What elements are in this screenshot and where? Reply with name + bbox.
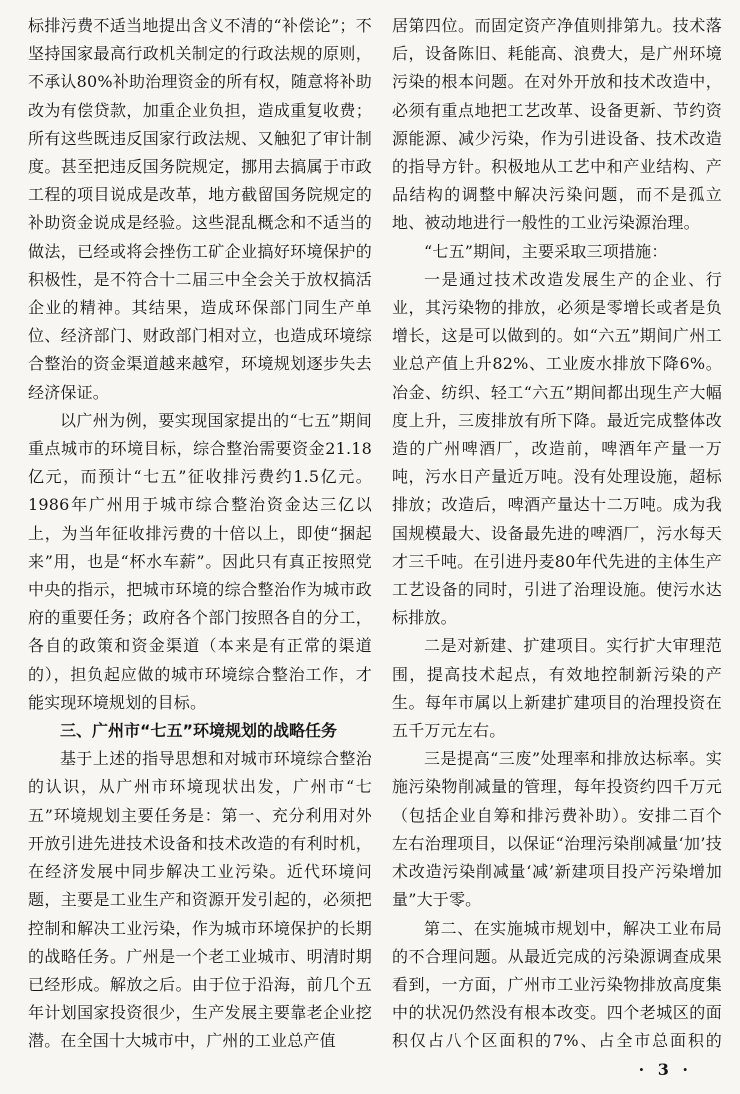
paragraph: 二是对新建、扩建项目。实行扩大审理范围，提高技术起点，有效地控制新污染的产生。每年市属以上新建扩建项目的治理投资在五千万元左右。: [392, 636, 722, 741]
right-column: [392, 12, 722, 1057]
left-column: [28, 12, 372, 1057]
paragraph: 一是通过技术改造发展生产的企业、行业，其污染物的排放，必须是零增长或者是负增长，这是可以做到的。如“六五”期间广州工业总产值上升82%、工业废水排放下降6%。冶金、纺织、轻工“六五”期间都出现生产大幅度上升，三废排放有所下降。最近完成整体改造的广州啤酒厂，改造前，啤酒年产量一万吨，污水日产量近万吨。没有处理设施，超标排放；改造后，啤酒产量达十二万吨。成为我国规模最大、设备最先进的啤酒厂，污水每天才三千吨。在引进丹麦80年代先进的主体生产工艺设备的同时，引进了治理设施。使污水达标排放。: [392, 269, 722, 628]
page-number: · 3 ·: [638, 1060, 692, 1079]
paragraph: 三是提高“三废”处理率和排放达标率。实施污染物削减量的管理，每年投资约四千万元（包括企业自筹和排污费补助）。安排二百个左右治理项目，以保证“治理污染削减量‘加’技术改造污染削减量‘减’新建项目投产污染增加量”大于零。: [392, 749, 722, 910]
paragraph: 基于上述的指导思想和对城市环境综合整治的认识，从广州市环境现状出发，广州市“七五”环境规划主要任务是：第一、充分利用对外开放引进先进技术设备和技术改造的有利时机，在经济发展中同步解决工业污染。近代环境问题，主要是工业生产和资源开发引起的，必须把控制和解决工业污染，作为城市环境保护的长期的战略任务。广州是一个老工业城市、明清时期已经形成。解放之后。由于位于沿海，前几个五年计划国家投资很少，生产发展主要靠老企业挖潜。在全国十大城市中，广州的工业总产值: [28, 749, 372, 1051]
section-heading: 三、广州市“七五”环境规划的战略任务: [60, 721, 338, 741]
paragraph: 标排污费不适当地提出含义不清的“补偿论”；不坚持国家最高行政机关制定的行政法规的原则，不承认80%补助治理资金的所有权，随意将补助改为有偿贷款，加重企业负担，造成重复收费；所有这些既违反国家行政法规、又触犯了审计制度。甚至把违反国务院规定，挪用去搞属于市政工程的项目说成是改革，地方截留国务院规定的补助资金说成是经验。这些混乱概念和不适当的做法，已经或将会挫伤工矿企业搞好环境保护的积极性，是不符合十二届三中全会关于放权搞活企业的精神。其结果，造成环保部门同生产单位、经济部门、财政部门相对立，也造成环境综合整治的资金渠道越来越窄，环境规划逐步失去经济保证。: [28, 16, 372, 402]
paragraph: 居第四位。而固定资产净值则排第九。技术落后，设备陈旧、耗能高、浪费大，是广州环境污染的根本问题。在对外开放和技术改造中，必须有重点地把工艺改革、设备更新、节约资源能源、减少污染，作为引进设备、技术改造的指导方针。积极地从工艺中和产业结构、产品结构的调整中解决污染问题，而不是孤立地、被动地进行一般性的工业污染源治理。: [392, 16, 722, 233]
paragraph: 以广州为例，要实现国家提出的“七五”期间重点城市的环境目标，综合整治需要资金21.18亿元，而预计“七五”征收排污费约1.5亿元。1986年广州用于城市综合整治资金达三亿以上，为当年征收排污费的十倍以上，即使“捆起来”用，也是“杯水车薪”。因此只有真正按照党中央的指示，把城市环境的综合整治作为城市政府的重要任务；政府各个部门按照各自的分工，各自的政策和资金渠道（本来是有正常的渠道的），担负起应做的城市环境综合整治工作，才能实现环境规划的目标。: [28, 410, 372, 712]
paragraph: “七五”期间，主要采取三项措施：: [424, 241, 668, 261]
paragraph: 第二、在实施城市规划中，解决工业布局的不合理问题。从最近完成的污染源调查成果看到，一方面，广州市工业污染物排放高度集中的状况仍然没有根本改变。四个老城区的面积仅占八个区面积的7%、占全市总面积的: [392, 918, 722, 1051]
